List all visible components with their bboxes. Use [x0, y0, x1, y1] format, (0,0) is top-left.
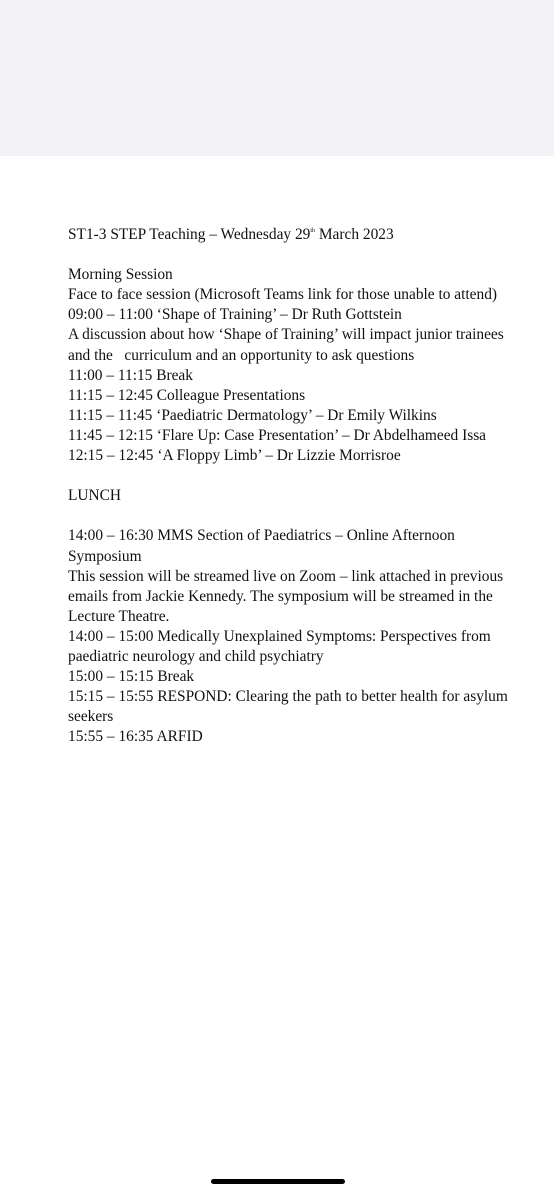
morning-item-break: 11:00 – 11:15 Break [68, 366, 193, 384]
morning-item-paediatric-dermatology: 11:15 – 11:45 ‘Paediatric Dermatology’ – Dr Emily Wilkins [68, 406, 437, 424]
teaching-schedule-document[interactable] [68, 225, 512, 747]
afternoon-item-arfid: 15:55 – 16:35 ARFID [68, 728, 203, 746]
title-prefix: ST1-3 STEP Teaching – Wednesday 29 [68, 226, 311, 243]
morning-item-shape-of-training: 09:00 – 11:00 ‘Shape of Training’ – Dr Ruth Gottstein [68, 306, 402, 324]
title-superscript: th [310, 228, 316, 234]
document-title [68, 225, 508, 245]
title-suffix: March 2023 [315, 226, 394, 243]
home-indicator[interactable] [211, 1179, 345, 1184]
morning-session-heading: Morning Session [68, 266, 173, 284]
blank-line [68, 466, 508, 486]
afternoon-session-description: This session will be streamed live on Zoom – link attached in previous emails from Jackie Kennedy. The symposium will be streamed in the Lecture Theatre. [68, 567, 507, 625]
afternoon-item-break: 15:00 – 15:15 Break [68, 668, 195, 686]
lunch-label: LUNCH [68, 487, 122, 505]
morning-item-colleague-presentations: 11:15 – 12:45 Colleague Presentations [68, 386, 306, 404]
morning-item-flare-up: 11:45 – 12:15 ‘Flare Up: Case Presentation’ – Dr Abdelhameed Issa [68, 426, 487, 444]
afternoon-item-respond: 15:15 – 15:55 RESPOND: Clearing the path to better health for asylum seekers [68, 688, 512, 726]
top-gray-band [0, 0, 554, 156]
morning-item-description: A discussion about how ‘Shape of Training’ will impact junior trainees and the curriculum and an opportunity to ask questions [68, 326, 508, 364]
afternoon-session-heading: 14:00 – 16:30 MMS Section of Paediatrics – Online Afternoon Symposium [68, 527, 459, 565]
blank-line [68, 245, 508, 265]
afternoon-item-unexplained-symptoms: 14:00 – 15:00 Medically Unexplained Symptoms: Perspectives from paediatric neurology and child psychiatry [68, 627, 495, 665]
morning-session-mode: Face to face session (Microsoft Teams link for those unable to attend) [68, 286, 498, 304]
blank-line [68, 506, 508, 526]
morning-item-floppy-limb: 12:15 – 12:45 ‘A Floppy Limb’ – Dr Lizzie Morrisroe [68, 447, 401, 465]
